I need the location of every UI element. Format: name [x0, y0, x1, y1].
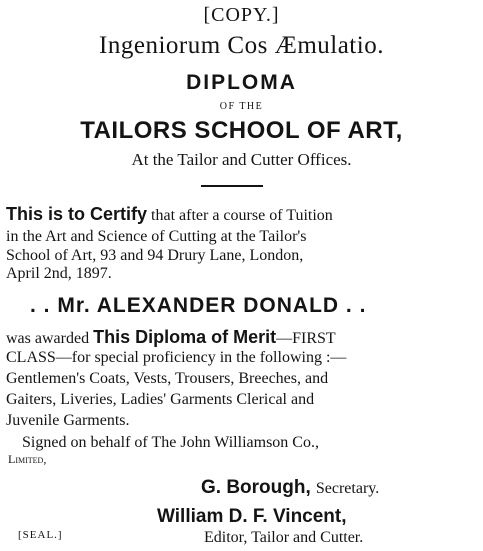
secretary-title: Secretary. — [315, 480, 380, 497]
office-location: At the Tailor and Cutter Offices. — [131, 150, 352, 169]
certify-lead: This is to Certify — [6, 204, 148, 224]
signed-line-2: Limited, — [8, 452, 47, 466]
copy-label: [COPY.] — [203, 4, 280, 26]
signature-secretary — [201, 477, 379, 499]
signed-line-1: Signed on behalf of The John Williamson Co., — [22, 434, 319, 451]
certify-line-2: in the Art and Science of Cutting at the Tailor's — [6, 228, 307, 245]
divider-rule — [201, 185, 263, 187]
editor-name: William D. F. Vincent, — [157, 506, 347, 527]
certify-text-1: that after a course of Tuition — [147, 207, 333, 224]
award-line-5: Juvenile Garments. — [6, 412, 130, 429]
secretary-name: G. Borough, — [201, 477, 311, 498]
certify-line-4: April 2nd, 1897. — [6, 265, 112, 282]
recipient-name: . . Mr. ALEXANDER DONALD . . — [30, 294, 367, 317]
award-post: —FIRST — [276, 330, 336, 347]
seal-label: [SEAL.] — [18, 529, 63, 541]
latin-motto: Ingeniorum Cos Æmulatio. — [99, 32, 384, 59]
diploma-title: DIPLOMA — [186, 71, 297, 94]
certify-line-1 — [6, 204, 482, 226]
award-pre: was awarded — [6, 330, 94, 347]
award-line-2: CLASS—for special proficiency in the following :— — [6, 349, 347, 366]
editor-title: Editor, Tailor and Cutter. — [204, 529, 364, 546]
award-title: This Diploma of Merit — [93, 327, 277, 347]
award-line-1 — [6, 327, 482, 349]
of-the-label: OF THE — [219, 101, 264, 112]
certify-line-3: School of Art, 93 and 94 Drury Lane, London, — [6, 247, 304, 264]
award-line-4: Gaiters, Liveries, Ladies' Garments Clerical and — [6, 391, 315, 408]
school-name: TAILORS SCHOOL OF ART, — [80, 117, 403, 144]
award-line-3: Gentlemen's Coats, Vests, Trousers, Breeches, and — [6, 370, 329, 387]
